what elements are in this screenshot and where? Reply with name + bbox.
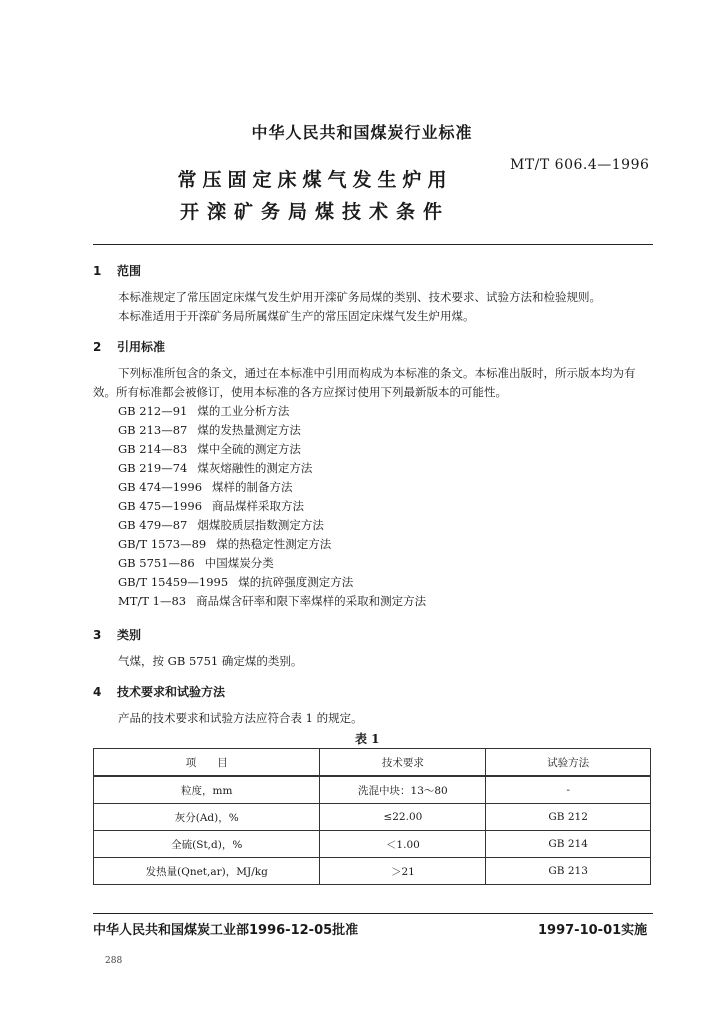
reference-code: GB/T 15459—1995 <box>118 575 229 589</box>
reference-code: GB 212—91 <box>118 404 188 418</box>
table-cell: GB 212 <box>486 804 651 831</box>
reference-name: 煤的抗碎强度测定方法 <box>238 575 354 589</box>
table-cell: 发热量(Qnet,ar)，MJ/kg <box>94 858 320 885</box>
reference-code: GB 5751—86 <box>118 556 195 570</box>
table-row <box>94 804 651 831</box>
table-cell: GB 214 <box>486 831 651 858</box>
section-4-heading <box>93 683 225 700</box>
table-cell: ＞21 <box>320 858 486 885</box>
reference-name: 煤中全硫的测定方法 <box>197 442 301 456</box>
reference-item <box>118 440 426 459</box>
section-3-paragraph: 气煤，按 GB 5751 确定煤的类别。 <box>118 654 303 668</box>
document-title-line1: 常压固定床煤气发生炉用 <box>177 169 453 191</box>
technical-requirements-table <box>93 748 651 885</box>
reference-name: 烟煤胶质层指数测定方法 <box>197 518 324 532</box>
normative-references-list <box>118 402 426 611</box>
reference-name: 煤样的制备方法 <box>212 480 293 494</box>
table-header-cell: 试验方法 <box>486 749 651 777</box>
reference-code: GB 219—74 <box>118 461 188 475</box>
table-cell: 洗混中块：13～80 <box>320 776 486 804</box>
reference-code: GB 213—87 <box>118 423 188 437</box>
table-header-row <box>94 749 651 777</box>
reference-name: 商品煤样采取方法 <box>212 499 305 513</box>
section-title: 类别 <box>117 628 142 642</box>
section-4-paragraph: 产品的技术要求和试验方法应符合表 1 的规定。 <box>118 711 363 725</box>
table-cell: - <box>486 776 651 804</box>
table-row <box>94 776 651 804</box>
table-header-cell: 项 目 <box>94 749 320 777</box>
table-cell: 灰分(Ad)，% <box>94 804 320 831</box>
page-number: 288 <box>105 956 123 966</box>
reference-name: 煤的热稳定性测定方法 <box>216 537 332 551</box>
section-title: 范围 <box>117 264 142 278</box>
reference-item <box>118 421 426 440</box>
table-cell: GB 213 <box>486 858 651 885</box>
reference-item <box>118 516 426 535</box>
table-cell: 全硫(St,d)，% <box>94 831 320 858</box>
reference-code: GB/T 1573—89 <box>118 537 207 551</box>
reference-code: GB 214—83 <box>118 442 188 456</box>
section-number: 2 <box>93 340 102 354</box>
table-row <box>94 831 651 858</box>
header-divider <box>93 244 653 245</box>
approval-statement: 中华人民共和国煤炭工业部1996-12-05批准 <box>93 923 359 938</box>
reference-code: MT/T 1—83 <box>118 594 187 608</box>
table-header-cell: 技术要求 <box>320 749 486 777</box>
reference-item <box>118 459 426 478</box>
reference-code: GB 479—87 <box>118 518 188 532</box>
section-2-paragraph: 下列标准所包含的条文，通过在本标准中引用而构成为本标准的条文。本标准出版时，所示版本均为有效。所有标准都会被修订，使用本标准的各方应探讨使用下列最新版本的可能性。 <box>93 366 636 399</box>
reference-item <box>118 573 426 592</box>
reference-name: 中国煤炭分类 <box>204 556 274 570</box>
reference-item <box>118 592 426 611</box>
reference-name: 煤的工业分析方法 <box>197 404 290 418</box>
reference-code: GB 475—1996 <box>118 499 203 513</box>
section-1-paragraph-1: 本标准规定了常压固定床煤气发生炉用开滦矿务局煤的类别、技术要求、试验方法和检验规则。 <box>118 290 601 304</box>
table-cell: 粒度，mm <box>94 776 320 804</box>
document-title-line2: 开滦矿务局煤技术条件 <box>179 201 450 223</box>
table-cell: ＜1.00 <box>320 831 486 858</box>
implementation-date: 1997-10-01实施 <box>538 923 648 938</box>
table-row <box>94 858 651 885</box>
section-1-paragraph-2: 本标准适用于开滦矿务局所属煤矿生产的常压固定床煤气发生炉用煤。 <box>118 309 475 323</box>
reference-name: 煤灰熔融性的测定方法 <box>197 461 313 475</box>
footer-divider <box>93 913 653 914</box>
reference-item <box>118 535 426 554</box>
reference-name: 煤的发热量测定方法 <box>197 423 301 437</box>
section-2-heading <box>93 338 165 355</box>
section-3-heading <box>93 626 141 643</box>
section-1-heading <box>93 262 141 279</box>
section-title: 技术要求和试验方法 <box>117 685 226 699</box>
standard-number: MT/T 606.4—1996 <box>510 157 650 173</box>
reference-item <box>118 554 426 573</box>
table-caption: 表 1 <box>355 732 380 746</box>
issuing-organization: 中华人民共和国煤炭行业标准 <box>251 123 473 142</box>
table-cell: ≤22.00 <box>320 804 486 831</box>
reference-item <box>118 478 426 497</box>
reference-code: GB 474—1996 <box>118 480 203 494</box>
section-title: 引用标准 <box>117 340 166 354</box>
reference-item <box>118 497 426 516</box>
section-number: 3 <box>93 628 102 642</box>
reference-name: 商品煤含矸率和限下率煤样的采取和测定方法 <box>196 594 427 608</box>
reference-item <box>118 402 426 421</box>
section-number: 4 <box>93 685 102 699</box>
section-number: 1 <box>93 264 102 278</box>
